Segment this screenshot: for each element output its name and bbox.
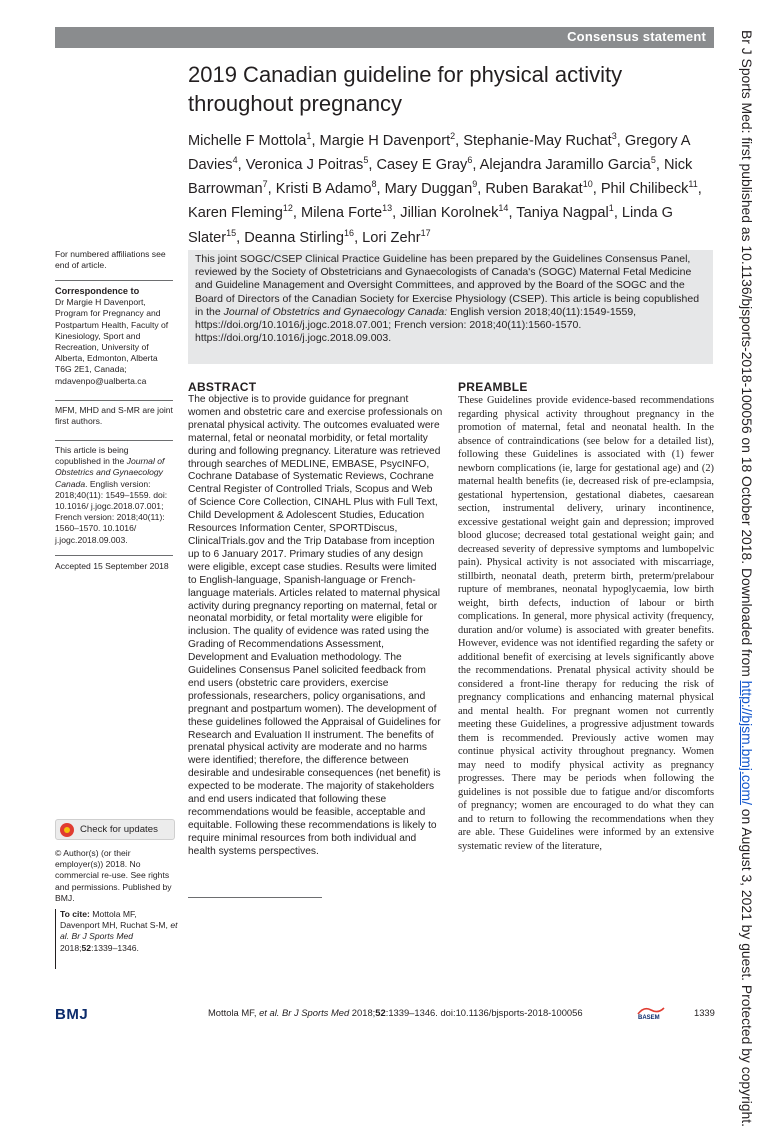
- to-cite-label: To cite:: [60, 909, 90, 919]
- crossmark-icon: [60, 823, 74, 837]
- section-label: Consensus statement: [567, 29, 706, 44]
- preamble-body: These Guidelines provide evidence-based recommendations regarding physical activity throughout pregnancy in the promotion of maternal, fetal and neonatal health. In the absence of contraindications (see below for a detailed list), following these Guidelines is associated with (1) fewer newborn complications (ie, large for gestational age) and (2) maternal health benefits (ie, decreased risk of pre-eclampsia, gestational hypertension, gestational diabetes, caesarean section, instrumental delivery, urinary incontinence, excessive gestational weight gain and depression; improved blood glucose; decreased total gestational weight gain; and decreased severity of depressive symptoms and lumbopelvic pain). Physical activity is not associated with miscarriage, stillbirth, neonatal death, preterm birth, preterm/prelabour rupture of membranes, neonatal hypoglycaemia, low birth weight, birth defects, induction of labour or birth complications. In general, more physical activity (frequency, duration and/or volume) is associated with greater benefits. However, evidence was not identified regarding the safety or additional benefit of exercising at levels significantly above the recommendations. Prenatal physical activity should be considered a front-line therapy for reducing the risk of pregnancy complications and enhancing maternal physical and mental health. For pregnant women not currently meeting these Guidelines, a progressive adjustment towards them is recommended. Previously active women may continue physical activity throughout pregnancy. Women may need to modify physical activity as pregnancy progresses. There may be periods when following the guidelines is not possible due to fatigue and/or discomforts of pregnancy; women are encouraged to do what they can and to return to following the recommendations when they are able. These Guidelines were informed by an extensive systematic review of the literature,: [458, 395, 714, 852]
- to-cite-journal: et al. Br J Sports Med: [60, 920, 178, 942]
- sidebar-divider: [55, 400, 173, 401]
- to-cite-authors: Mottola MF, Davenport MH, Ruchat S-M,: [60, 909, 171, 931]
- author-affiliation-number: 15: [226, 227, 237, 238]
- author-affiliation-number: 13: [382, 203, 393, 214]
- author-name: Taniya Nagpal: [516, 205, 609, 222]
- footer-citation: [208, 1007, 583, 1018]
- author-list: Michelle F Mottola$^1$, Margie H Davenport$^2$, Stephanie-May Ruchat$^3$, Gregory A Davies$^4$, Veronica J Poitras$^5$, Casey E Gray$^6$, Alejandra Jaramillo Garcia$^5$, Nick Barrowman$^7$, Kristi B Adamo$^8$, Mary Duggan$^9$, Ruben Barakat$^{10}$, Phil Chilibeck$^{11}$, Karen Fleming$^{12}$, Milena Forte$^{13}$, Jillian Korolnek$^{14}$, Taniya Nagpal$^1$, Linda G Slater$^{15}$, Deanna Stirling$^{16}$, Lori Zehr$^{17}$: [188, 131, 702, 246]
- summary-journal: Journal of Obstetrics and Gynaecology Canada:: [223, 305, 448, 318]
- article-title: [188, 60, 658, 118]
- download-notice-text: [739, 30, 755, 1127]
- download-notice-post: on August 3, 2021 by guest. Protected by copyright.: [739, 804, 755, 1127]
- author-name: Alejandra Jaramillo Garcia: [479, 157, 651, 174]
- correspondence-label: Correspondence to: [55, 286, 140, 296]
- page-number: 1339: [694, 1007, 715, 1018]
- author-name: Ruben Barakat: [485, 181, 583, 198]
- article-title-line-1: 2019 Canadian guideline for physical activity: [188, 62, 623, 87]
- author-name: Stephanie-May Ruchat: [463, 132, 612, 149]
- correspondence-text: Dr Margie H Davenport, Program for Pregnancy and Postpartum Health, Faculty of Kinesiology, Sport and Recreation, University of Alberta, Edmonton, Alberta T6G 2E1, Canada; mdavenpo@ualberta.ca: [55, 297, 169, 386]
- bmj-logo: BMJ: [55, 1006, 89, 1023]
- author-name: Karen Fleming: [188, 205, 283, 222]
- author-name: Phil Chilibeck: [600, 181, 689, 198]
- footer-cite-year: 2018;: [349, 1007, 376, 1018]
- author-affiliation-number: 4: [232, 155, 238, 166]
- guideline-summary-text: [195, 253, 707, 345]
- correspondence-block: [55, 286, 173, 387]
- author-name: Kristi B Adamo: [275, 181, 372, 198]
- abstract-body: The objective is to provide guidance for pregnant women and obstetric care and exercise professionals on prenatal physical activity. The outcomes evaluated were maternal, fetal or neonatal morbidity, or fetal mortality during and following pregnancy. Literature was retrieved through searches of MEDLINE, EMBASE, PsycINFO, Cochrane Database of Systematic Reviews, Cochrane Central Register of Controlled Trials, Scopus and Web of Science Core Collection, CINAHL Plus with Full Text, Child Development & Adolescent Studies, Education Resources Information Center, SPORTDiscus, ClinicalTrials.gov and the Trip Database from inception up to 6 January 2017. Primary studies of any design were eligible, except case studies. Results were limited to English-language, Spanish-language or French-language materials. Articles related to maternal physical activity during pregnancy reporting on maternal, fetal or neonatal morbidity, or fetal mortality were eligible for inclusion. The quality of evidence was rated using the Grading of Recommendations Assessment, Development and Evaluation methodology. The Guidelines Consensus Panel solicited feedback from end users (obstetric care providers, exercise professionals, researchers, policy organisations, and pregnant and postpartum women). The development of these guidelines followed the Appraisal of Guidelines for Research and Evaluation II instrument. The benefits of prenatal physical activity are moderate and no harms were identified; therefore, the difference between desirable and undesirable consequences (net benefit) is expected to be moderate. The majority of stakeholders and end users indicated that following these recommendations would be feasible, acceptable and equitable. Following these recommendations is likely to require minimal resources from both individual and health systems perspectives.: [188, 394, 443, 857]
- abstract-end-rule: [188, 897, 322, 898]
- guideline-summary-box: [188, 250, 713, 364]
- author-affiliation-number: 7: [262, 179, 268, 190]
- author-affiliation-number: 16: [344, 227, 355, 238]
- preamble-heading: PREAMBLE: [458, 380, 528, 394]
- abstract-heading: ABSTRACT: [188, 380, 257, 394]
- author-affiliation-number: 12: [282, 203, 293, 214]
- author-affiliation-number: 5: [363, 155, 369, 166]
- author-name: Deanna Stirling: [244, 229, 345, 246]
- to-cite-year: 2018;: [60, 942, 82, 953]
- to-cite-pages: :1339–1346.: [91, 942, 139, 953]
- author-name: Margie H Davenport: [319, 132, 451, 149]
- copub-journal: Journal of Obstetrics and Gynaecology Canada: [55, 456, 165, 489]
- author-name: Gregory A Davies: [188, 132, 690, 174]
- author-affiliation-number: 1: [306, 131, 312, 141]
- author-name: Lori Zehr: [362, 229, 421, 246]
- author-affiliation-number: 14: [498, 203, 509, 214]
- footer-cite-journal: et al. Br J Sports Med: [259, 1007, 350, 1018]
- author-name: Casey E Gray: [376, 157, 468, 174]
- author-affiliation-number: 5: [650, 155, 656, 166]
- to-cite-volume: 52: [81, 942, 92, 953]
- to-cite-box: [55, 909, 178, 969]
- download-notice-strip: [729, 30, 759, 1127]
- bjsm-site-link[interactable]: http://bjsm.bmj.com/: [739, 680, 755, 805]
- author-affiliation-number: 1: [608, 203, 614, 214]
- footer-cite-volume: 52: [375, 1007, 386, 1018]
- author-name: Milena Forte: [301, 205, 383, 222]
- article-title-line-2: throughout pregnancy: [188, 91, 403, 116]
- author-name: Jillian Korolnek: [400, 205, 499, 222]
- author-affiliation-number: 10: [582, 179, 593, 190]
- copub-text-post: . English version: 2018;40(11): 1549–1559. doi: 10.1016/ j.jogc.2018.07.001; French version: 2018;40(11): 1560–1570. 10.1016/ j.jogc.2018.09.003.: [55, 478, 168, 545]
- author-affiliation-number: 6: [467, 155, 473, 166]
- section-header-bar: [55, 27, 714, 48]
- download-notice-pre: Br J Sports Med: first published as 10.1136/bjsports-2018-100056 on 18 October 2018. Downloaded from: [739, 30, 755, 681]
- sidebar-divider: [55, 555, 173, 556]
- author-affiliation-number: 8: [371, 179, 377, 190]
- copub-text-pre: This article is being copublished in the: [55, 445, 129, 467]
- author-affiliation-number: 17: [420, 227, 431, 238]
- author-name: Linda G Slater: [188, 205, 674, 246]
- summary-text-post: English version 2018;40(11):1549-1559, https://doi.org/10.1016/j.jogc.2018.07.001; French version: 2018;40(11):1560-1570. https://doi.org/10.1016/j.jogc.2018.09.003.: [195, 305, 637, 345]
- author-affiliation-number: 11: [688, 179, 698, 190]
- basem-logo-text: BASEM: [638, 1015, 660, 1020]
- copublication-note: [55, 445, 173, 546]
- sidebar-divider: [55, 280, 173, 281]
- author-affiliation-number: 3: [611, 131, 617, 141]
- joint-authors-note: MFM, MHD and S-MR are joint first authors.: [55, 405, 173, 427]
- copyright-note: © Author(s) (or their employer(s)) 2018. No commercial re-use. See rights and permissions. Published by BMJ.: [55, 848, 172, 903]
- author-name: Mary Duggan: [384, 181, 473, 198]
- affiliations-note: For numbered affiliations see end of article.: [55, 249, 166, 271]
- footer-cite-doi: :1339–1346. doi:10.1136/bjsports-2018-100056: [385, 1007, 583, 1018]
- check-for-updates-button[interactable]: [55, 819, 175, 840]
- summary-text-pre: This joint SOGC/CSEP Clinical Practice Guideline has been prepared by the Guidelines Consensus Panel, reviewed by the Society of Obstetricians and Gynaecologists of Canada's (SOGC) Maternal Fetal Medicine and Guideline Management and Oversight Committees, and approved by the Board of the SOGC and the Board of Directors of the Canadian Society for Exercise Physiology (CSEP). This article is being copublished in the: [195, 253, 700, 318]
- accepted-date: Accepted 15 September 2018: [55, 561, 169, 571]
- author-name: Michelle F Mottola: [188, 132, 307, 149]
- author-name: Veronica J Poitras: [245, 157, 364, 174]
- author-affiliation-number: 9: [472, 179, 478, 190]
- check-for-updates-label: Check for updates: [80, 824, 158, 835]
- author-affiliation-number: 2: [450, 131, 456, 141]
- sidebar-divider: [55, 440, 173, 441]
- footer-cite-authors: Mottola MF,: [208, 1007, 260, 1018]
- basem-logo-icon: [636, 1004, 666, 1020]
- author-name: Nick Barrowman: [188, 157, 693, 198]
